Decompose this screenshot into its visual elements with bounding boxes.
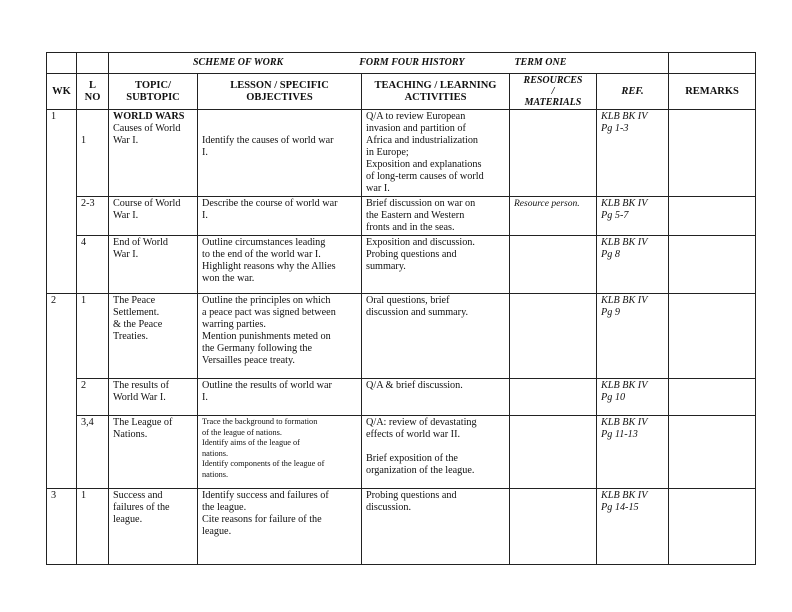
table-row	[47, 416, 756, 489]
ref-cell: KLB BK IV Pg 11-13	[597, 416, 669, 489]
blank-cell	[47, 53, 77, 74]
remarks-cell	[669, 416, 756, 489]
resources-cell: Resource person.	[510, 197, 597, 236]
lesson-no: 1	[77, 489, 109, 565]
objectives-cell: Outline the results of world war I.	[198, 379, 362, 416]
header-lno: L NO	[77, 74, 109, 110]
remarks-cell	[669, 197, 756, 236]
table-row	[47, 110, 756, 197]
header-ref: REF.	[597, 74, 669, 110]
title-row	[47, 53, 756, 74]
header-resources: RESOURCES / MATERIALS	[510, 74, 597, 110]
title-cell	[109, 53, 669, 74]
ref-cell: KLB BK IV Pg 1-3	[597, 110, 669, 197]
header-wk: WK	[47, 74, 77, 110]
header-lesson: LESSON / SPECIFIC OBJECTIVES	[198, 74, 362, 110]
week-cell: 3	[47, 489, 77, 565]
header-topic: TOPIC/ SUBTOPIC	[109, 74, 198, 110]
header-activities: TEACHING / LEARNING ACTIVITIES	[362, 74, 510, 110]
objectives-cell: Outline the principles on which a peace pact was signed between warring parties. Mention punishments meted on the Germany following the Versailles peace treaty.	[198, 294, 362, 379]
table-row	[47, 236, 756, 294]
topic-cell	[109, 110, 198, 197]
objectives-cell: Identify the causes of world war I.	[198, 110, 362, 197]
objectives-cell: Trace the background to formation of the league of nations. Identify aims of the league of nations. Identify components of the league of nations.	[198, 416, 362, 489]
remarks-cell	[669, 110, 756, 197]
scheme-of-work-table	[46, 52, 756, 565]
activities-cell: Q/A & brief discussion.	[362, 379, 510, 416]
activities-cell: Oral questions, brief discussion and summary.	[362, 294, 510, 379]
blank-cell	[77, 53, 109, 74]
term-title: TERM ONE	[514, 57, 567, 68]
ref-cell: KLB BK IV Pg 14-15	[597, 489, 669, 565]
week-cell: 2	[47, 294, 77, 489]
resources-cell	[510, 294, 597, 379]
topic-cell: Success and failures of the league.	[109, 489, 198, 565]
activities-cell: Brief discussion on war on the Eastern and Western fronts and in the seas.	[362, 197, 510, 236]
table-row	[47, 489, 756, 565]
resources-cell	[510, 416, 597, 489]
lesson-no: 2-3	[77, 197, 109, 236]
ref-cell: KLB BK IV Pg 9	[597, 294, 669, 379]
resources-cell	[510, 236, 597, 294]
ref-cell: KLB BK IV Pg 5-7	[597, 197, 669, 236]
lesson-no: 2	[77, 379, 109, 416]
objectives-cell: Outline circumstances leading to the end of the world war I. Highlight reasons why the Allies won the war.	[198, 236, 362, 294]
activities-cell: Probing questions and discussion.	[362, 489, 510, 565]
header-row	[47, 74, 756, 110]
topic-text: Causes of World War I.	[113, 123, 181, 146]
objectives-cell: Describe the course of world war I.	[198, 197, 362, 236]
week-cell: 1	[47, 110, 77, 294]
topic-cell: The League of Nations.	[109, 416, 198, 489]
topic-cell: The Peace Settlement. & the Peace Treaties.	[109, 294, 198, 379]
table-row	[47, 379, 756, 416]
resources-cell	[510, 379, 597, 416]
topic-cell: The results of World War I.	[109, 379, 198, 416]
table-row	[47, 197, 756, 236]
header-remarks: REMARKS	[669, 74, 756, 110]
blank-cell	[669, 53, 756, 74]
table-row	[47, 294, 756, 379]
ref-cell: KLB BK IV Pg 8	[597, 236, 669, 294]
lesson-no: 3,4	[77, 416, 109, 489]
objectives-cell: Identify success and failures of the league. Cite reasons for failure of the league.	[198, 489, 362, 565]
form-title: FORM FOUR HISTORY	[359, 57, 465, 68]
activities-cell: Q/A to review European invasion and partition of Africa and industrialization in Europe; Exposition and explanations of long-term causes of world war I.	[362, 110, 510, 197]
remarks-cell	[669, 294, 756, 379]
lesson-no: 1	[77, 110, 109, 197]
remarks-cell	[669, 379, 756, 416]
activities-cell: Exposition and discussion. Probing questions and summary.	[362, 236, 510, 294]
topic-heading: WORLD WARS	[113, 111, 185, 122]
lesson-no: 1	[77, 294, 109, 379]
topic-cell: Course of World War I.	[109, 197, 198, 236]
resources-cell	[510, 489, 597, 565]
remarks-cell	[669, 236, 756, 294]
lesson-no: 4	[77, 236, 109, 294]
activities-cell: Q/A: review of devastating effects of world war II. Brief exposition of the organization of the league.	[362, 416, 510, 489]
ref-cell: KLB BK IV Pg 10	[597, 379, 669, 416]
scheme-title: SCHEME OF WORK	[193, 57, 284, 68]
resources-cell	[510, 110, 597, 197]
topic-cell: End of World War I.	[109, 236, 198, 294]
remarks-cell	[669, 489, 756, 565]
